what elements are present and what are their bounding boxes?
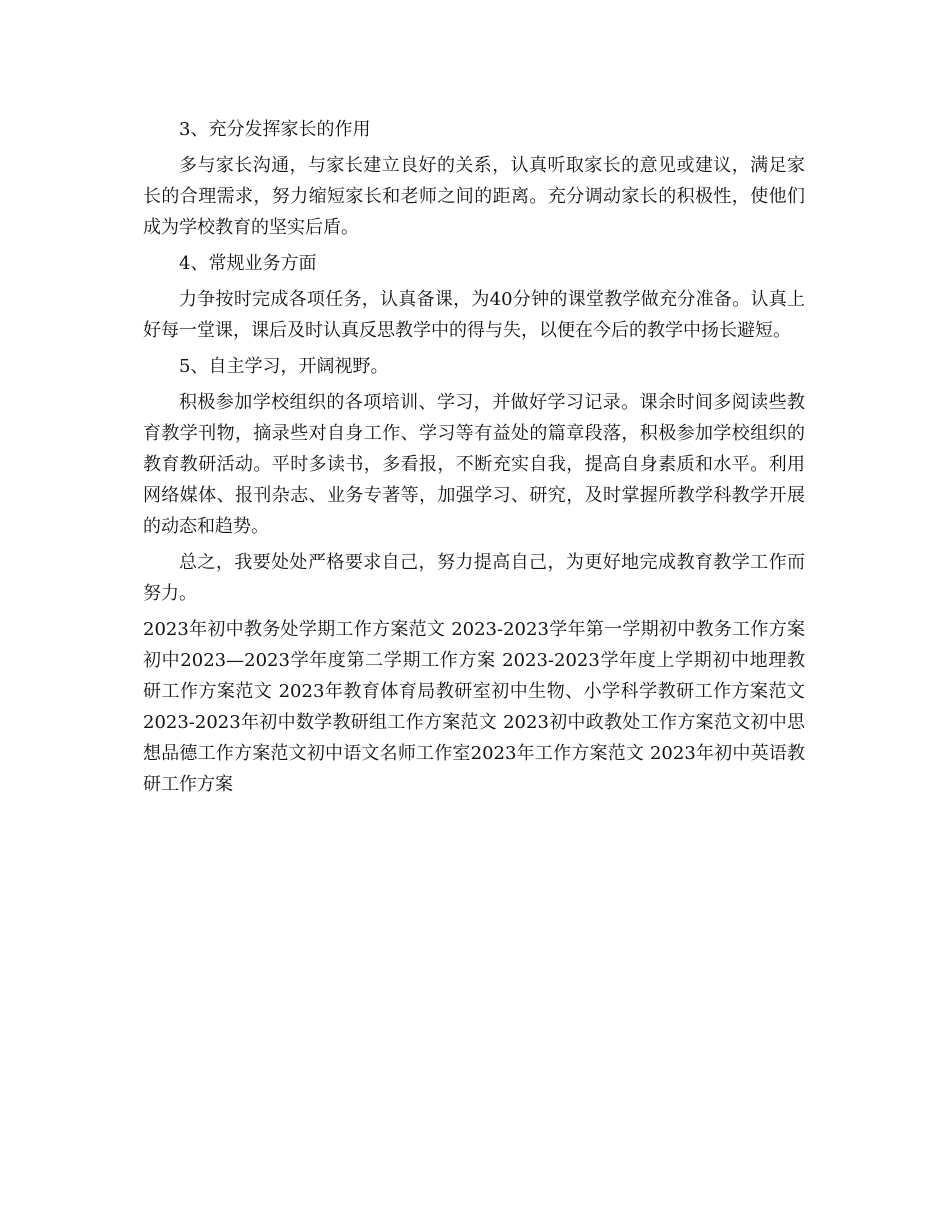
section-body-parents: 多与家长沟通，与家长建立良好的关系，认真听取家长的意见或建议，满足家长的合理需求，努力缩短家长和老师之间的距离。充分调动家长的积极性，使他们成为学校教育的坚实后盾。 bbox=[143, 155, 805, 238]
conclusion-paragraph: 总之，我要处处严格要求自己，努力提高自己，为更好地完成教育教学工作而努力。 bbox=[143, 552, 805, 604]
related-links-text: 2023年初中教务处学期工作方案范文 2023-2023学年第一学期初中教务工作方案初中2023—2023学年度第二学期工作方案 2023-2023学年度上学期初中地理教研工作方案范文 2023年教育体育局教研室初中生物、小学科学教研工作方案范文2023-2023年初中数学教研组工作方案范文 2023初中政教处工作方案范文初中思想品德工作方案范文初中语文名师工作室2023年工作方案范文 2023年初中英语教研工作方案 bbox=[143, 619, 805, 795]
section-body-self-study: 积极参加学校组织的各项培训、学习，并做好学习记录。课余时间多阅读些教育教学刊物，摘录些对自身工作、学习等有益处的篇章段落，积极参加学校组织的教育教研活动。平时多读书，多看报，不断充实自我，提高自身素质和水平。利用网络媒体、报刊杂志、业务专著等，加强学习、研究，及时掌握所教学科教学开展的动态和趋势。 bbox=[143, 392, 805, 537]
section-heading-routine-work: 4、常规业务方面 bbox=[179, 253, 317, 274]
document-body bbox=[143, 114, 805, 800]
section-body-routine-work: 力争按时完成各项任务，认真备课，为40分钟的课堂教学做充分准备。认真上好每一堂课，课后及时认真反思教学中的得与失，以便在今后的教学中扬长避短。 bbox=[143, 289, 805, 341]
section-heading-parents: 3、充分发挥家长的作用 bbox=[179, 119, 371, 140]
section-heading-self-study: 5、自主学习，开阔视野。 bbox=[179, 356, 389, 377]
